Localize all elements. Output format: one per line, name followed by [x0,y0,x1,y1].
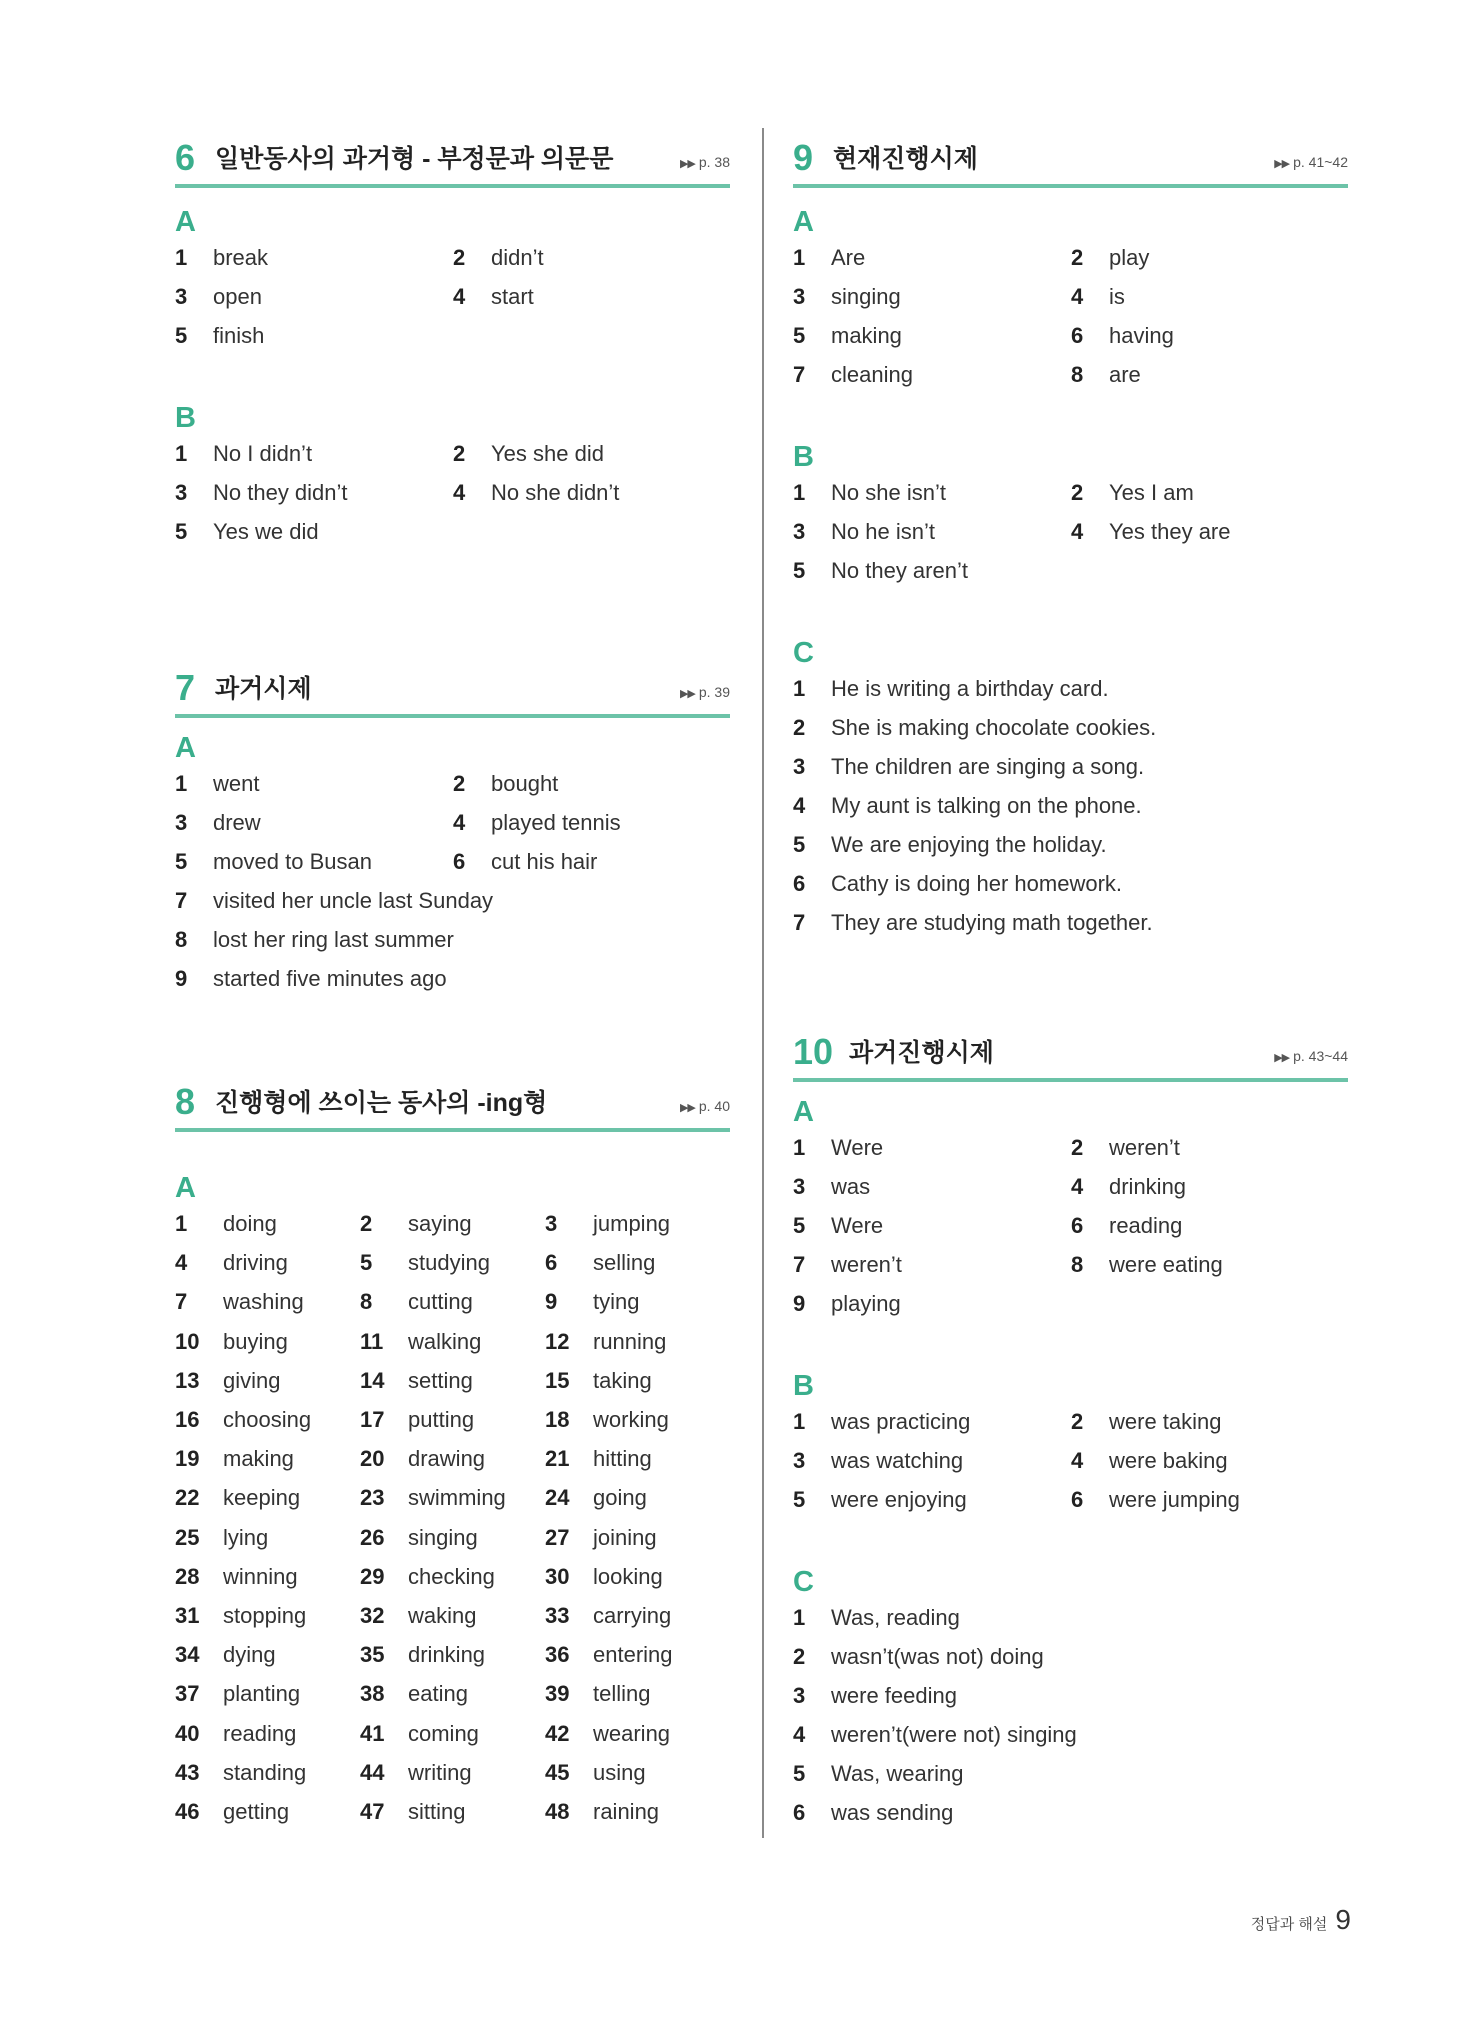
part-letter-a: A [793,206,814,238]
section-header [175,1072,730,1132]
part-letter-b: B [175,402,196,434]
section-title: 진행형에 쓰이는 동사의 -ing형 [215,1089,548,1117]
column-divider [762,128,764,1838]
part-letter-c: C [793,637,814,669]
page-reference: ▶▶ p. 38 [679,154,730,170]
section-6: 6 일반동사의 과거형 - 부정문과 의문문 ▶▶ p. 38 A 1 break 2 didn’t 3 open 4 start 5 finish B 1 No I didn’t 2 Yes she did 3 No they didn’t 4 No she didn’t 5 Yes we did [175,128,730,188]
section-title: 현재진행시제 [833,145,978,173]
double-arrow-icon: ▶▶ [679,688,695,700]
section-10: 10 과거진행시제 ▶▶ p. 43~44 A 1 Were 2 weren’t 3 was 4 drinking 5 Were 6 reading 7 weren’t 8 were eating 9 playing B 1 was practicing 2 were taking 3 was watching 4 were baking 5 were enjoying 6 were jumping C 1 Was, reading 2 wasn’t(was not) doing 3 were feeding 4 weren’t(were not) singing 5 Was, wearing 6 was sending [793,1022,1348,1082]
section-8: 8 진행형에 쓰이는 동사의 -ing형 ▶▶ p. 40 A 1 doing 2 saying 3 jumping 4 driving 5 studying 6 selling 7 washing 8 cutting 9 tying 10 buying 11 walking 12 running 13 giving 14 setting 15 taking 16 choosing 17 putting 18 working 19 making 20 drawing 21 hitting 22 keeping 23 swimming 24 going 25 lying 26 singing 27 joining 28 winning 29 checking 30 looking 31 stopping 32 waking 33 carrying 34 dying 35 drinking 36 entering 37 planting 38 eating 39 telling 40 reading 41 coming 42 wearing 43 standing 44 writing 45 using 46 getting 47 sitting 48 raining [175,1072,730,1132]
section-number: 9 [793,137,814,178]
section-number: 8 [175,1081,196,1122]
section-number: 6 [175,137,196,178]
section-7: 7 과거시제 ▶▶ p. 39 A 1 went 2 bought 3 drew 4 played tennis 5 moved to Busan 6 cut his hair 7 visited her uncle last Sunday 8 lost her ring last summer 9 started five minutes ago [175,658,730,718]
page-reference: ▶▶ p. 41~42 [1274,154,1348,170]
part-letter-a: A [175,732,196,764]
page-reference: ▶▶ p. 40 [679,1098,730,1114]
page-reference: ▶▶ p. 43~44 [1274,1048,1348,1064]
section-number: 10 [793,1031,834,1072]
double-arrow-icon: ▶▶ [679,1102,695,1114]
part-letter-a: A [175,206,196,238]
part-letter-c: C [793,1566,814,1598]
section-title: 일반동사의 과거형 - 부정문과 의문문 [215,145,614,173]
part-letter-b: B [793,1370,814,1402]
section-9: 9 현재진행시제 ▶▶ p. 41~42 A 1 Are 2 play 3 singing 4 is 5 making 6 having 7 cleaning 8 are B 1 No she isn’t 2 Yes I am 3 No he isn’t 4 Yes they are 5 No they aren’t C 1 He is writing a birthday card. 2 She is making chocolate cookies. 3 The children are singing a song. 4 My aunt is talking on the phone. 5 We are enjoying the holiday. 6 Cathy is doing her homework. 7 They are studying math together. [793,128,1348,188]
page-number: 9 [1335,1904,1351,1935]
section-number: 7 [175,667,196,708]
section-header [793,1022,1348,1082]
footer-label: 정답과 해설 [1250,1916,1328,1933]
double-arrow-icon: ▶▶ [679,158,695,170]
section-header [175,128,730,188]
double-arrow-icon: ▶▶ [1274,1052,1290,1064]
part-letter-a: A [175,1172,196,1204]
section-header [793,128,1348,188]
section-title: 과거진행시제 [849,1039,994,1067]
part-letter-b: B [793,441,814,473]
double-arrow-icon: ▶▶ [1274,158,1290,170]
page-reference: ▶▶ p. 39 [679,684,730,700]
section-header [175,658,730,718]
part-letter-a: A [793,1096,814,1128]
section-title: 과거시제 [215,675,312,703]
page-footer [1251,1906,1351,1934]
